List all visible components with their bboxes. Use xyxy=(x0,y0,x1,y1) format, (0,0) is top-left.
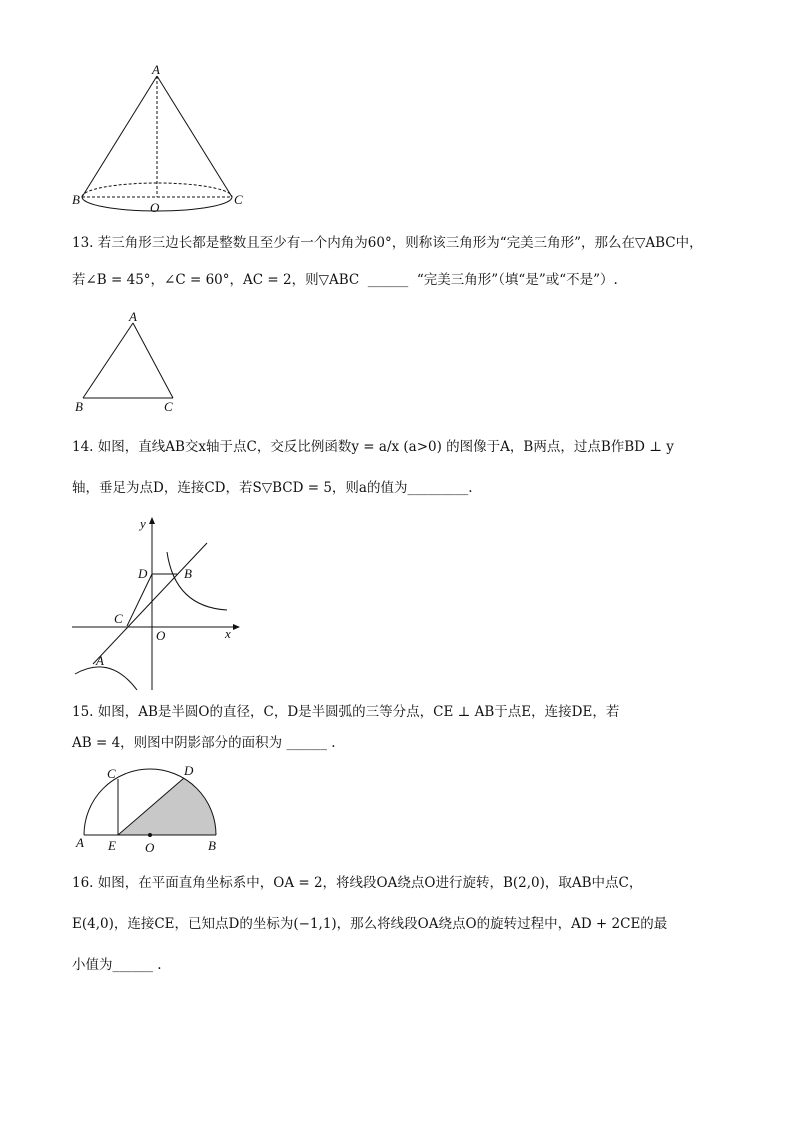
q16-line-2: E(4,0)，连接CE，已知点D的坐标为(−1,1)，那么将线段OA绕点O的旋转过程中，AD + 2CE的最 xyxy=(72,916,668,932)
hyperbola-label-c: C xyxy=(114,611,123,626)
triangle-label-c: C xyxy=(164,399,173,414)
cone-figure xyxy=(60,60,260,235)
triangle-label-a: A xyxy=(129,309,137,324)
triangle-label-b: B xyxy=(75,399,83,414)
q13-line-1: 13. 若三角形三边长都是整数且至少有一个内角为60°，则称该三角形为“完美三角形”，那么在▽ABC中， xyxy=(72,235,703,251)
semicircle-label-a: A xyxy=(76,835,84,850)
q14-line-1: 14. 如图，直线AB交x轴于点C，交反比例函数y = a/x (a>0) 的图像于A，B两点，过点B作BD ⊥ y xyxy=(72,439,674,455)
q15-line-2: AB = 4，则图中阴影部分的面积为 ______ . xyxy=(72,735,336,751)
cone-label-c: C xyxy=(234,192,243,207)
q16-line-1: 16. 如图，在平面直角坐标系中，OA = 2，将线段OA绕点O进行旋转，B(2,0)，取AB中点C， xyxy=(72,875,643,891)
cone-label-o: O xyxy=(150,200,160,215)
q15-line-1: 15. 如图，AB是半圆O的直径，C，D是半圆弧的三等分点，CE ⊥ AB于点E，连接DE，若 xyxy=(72,704,620,720)
triangle-figure xyxy=(70,305,190,415)
cone-label-b: B xyxy=(72,192,80,207)
semicircle-label-c: C xyxy=(107,766,116,781)
hyperbola-label-x: x xyxy=(225,626,231,641)
hyperbola-label-d: D xyxy=(138,566,148,581)
q16-line-3: 小值为______ . xyxy=(72,957,162,973)
hyperbola-label-o: O xyxy=(156,628,166,643)
semicircle-label-b: B xyxy=(208,838,216,853)
cone-label-a: A xyxy=(152,62,160,77)
hyperbola-figure xyxy=(65,512,245,697)
q14-line-2: 轴，垂足为点D，连接CD，若S▽BCD = 5，则a的值为_________. xyxy=(72,480,473,496)
hyperbola-label-b: B xyxy=(184,566,192,581)
hyperbola-label-y: y xyxy=(140,516,146,531)
hyperbola-label-a: A xyxy=(96,653,104,668)
shaded-region xyxy=(118,778,216,835)
semicircle-label-o: O xyxy=(145,840,155,855)
semicircle-figure xyxy=(70,760,230,855)
q13-line-2: 若∠B = 45°，∠C = 60°，AC = 2，则▽ABC ______ “完美三角形”（填“是”或“不是”）. xyxy=(72,272,618,288)
semicircle-label-d: D xyxy=(184,763,194,778)
semicircle-label-e: E xyxy=(108,838,116,853)
